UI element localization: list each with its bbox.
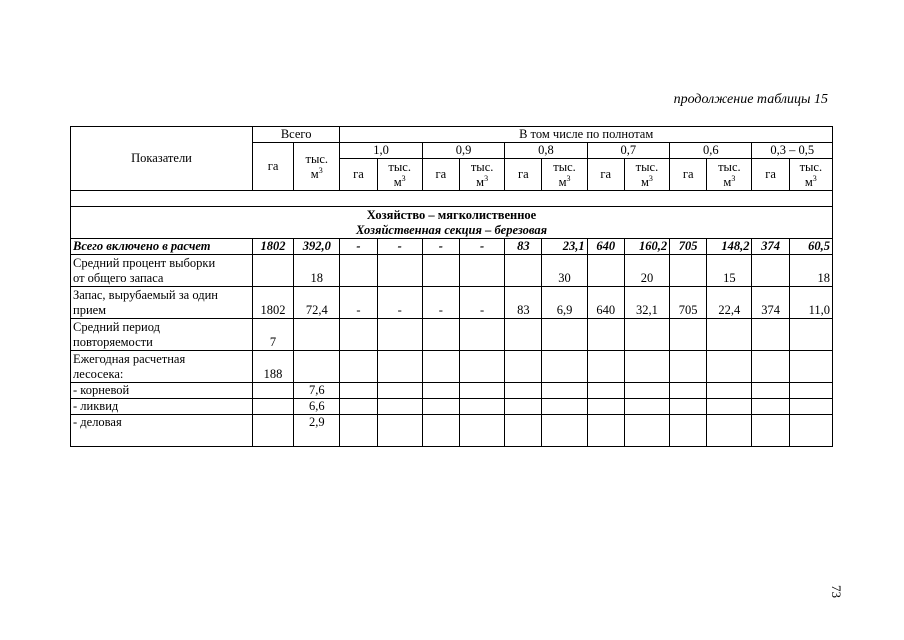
cell: 7 — [252, 319, 293, 351]
unit-volume: тыс. $м^3$ — [707, 159, 752, 191]
cell: 18 — [294, 255, 340, 287]
table-row — [71, 415, 833, 447]
cell — [505, 255, 542, 287]
cell — [624, 383, 669, 399]
cell — [670, 255, 707, 287]
cell — [377, 383, 422, 399]
unit-volume: тыс. $м^3$ — [459, 159, 504, 191]
section-subtitle: Хозяйственная секция – березовая — [355, 222, 548, 237]
cell — [752, 255, 789, 287]
cell — [340, 351, 377, 383]
cell — [252, 255, 293, 287]
cell — [340, 415, 377, 447]
cell: 83 — [505, 239, 542, 255]
cell — [340, 255, 377, 287]
cell — [294, 319, 340, 351]
cell — [505, 383, 542, 399]
cell: 1802 — [252, 239, 293, 255]
unit-volume: тыс. $м^3$ — [624, 159, 669, 191]
unit-ha: га — [670, 159, 707, 191]
cell — [459, 319, 504, 351]
header-total-volume: тыс. $м^3$ — [294, 143, 340, 191]
table-row — [71, 319, 833, 351]
unit-ha: га — [752, 159, 789, 191]
cell — [707, 415, 752, 447]
cell: - — [340, 239, 377, 255]
cell — [422, 399, 459, 415]
table-row-total — [71, 239, 833, 255]
row-label: Средний процент выборки от общего запаса — [71, 255, 253, 287]
cell — [505, 399, 542, 415]
cell — [422, 255, 459, 287]
cell: 23,1 — [542, 239, 587, 255]
cell: 83 — [505, 287, 542, 319]
cell: 392,0 — [294, 239, 340, 255]
cell — [252, 399, 293, 415]
cell — [789, 383, 832, 399]
unit-ha: га — [505, 159, 542, 191]
cell — [670, 415, 707, 447]
cell — [340, 383, 377, 399]
header-density-2: 0,9 — [422, 143, 504, 159]
cell — [624, 319, 669, 351]
cell — [340, 319, 377, 351]
cell — [670, 399, 707, 415]
row-label: Средний период повторяемости — [71, 319, 253, 351]
unit-ha: га — [340, 159, 377, 191]
table-row — [71, 255, 833, 287]
cell: - — [377, 287, 422, 319]
spacer-cell — [71, 191, 833, 207]
cell — [789, 415, 832, 447]
cell — [587, 255, 624, 287]
cell — [587, 351, 624, 383]
header-density-6: 0,3 – 0,5 — [752, 143, 833, 159]
cell: 160,2 — [624, 239, 669, 255]
cell — [505, 415, 542, 447]
page-number: 73 — [829, 585, 844, 598]
cell — [459, 415, 504, 447]
cell — [459, 383, 504, 399]
spacer-row — [71, 191, 833, 207]
cell: 2,9 — [294, 415, 340, 447]
table-row — [71, 399, 833, 415]
cell — [505, 351, 542, 383]
cell — [377, 255, 422, 287]
cell: 72,4 — [294, 287, 340, 319]
cell — [422, 319, 459, 351]
table-caption: продолжение таблицы 15 — [673, 92, 828, 107]
cell — [670, 383, 707, 399]
row-label: Ежегодная расчетная лесосека: — [71, 351, 253, 383]
cell — [707, 383, 752, 399]
cell — [789, 351, 832, 383]
header-incl-density: В том числе по полнотам — [340, 127, 833, 143]
header-indicators: Показатели — [71, 127, 253, 191]
cell: 188 — [252, 351, 293, 383]
row-label: - ликвид — [71, 399, 253, 415]
cell — [542, 351, 587, 383]
cell: 640 — [587, 239, 624, 255]
section-row — [71, 207, 833, 239]
cell: 374 — [752, 239, 789, 255]
cell — [789, 399, 832, 415]
section-header — [71, 207, 833, 239]
cell — [587, 383, 624, 399]
cell — [377, 351, 422, 383]
cell — [624, 351, 669, 383]
cell — [752, 383, 789, 399]
cell: 705 — [670, 287, 707, 319]
table-row — [71, 351, 833, 383]
cell — [707, 351, 752, 383]
cell: 640 — [587, 287, 624, 319]
header-row-1 — [71, 127, 833, 143]
cell — [707, 399, 752, 415]
cell — [542, 415, 587, 447]
cell — [459, 399, 504, 415]
cell: 11,0 — [789, 287, 832, 319]
cell: 6,6 — [294, 399, 340, 415]
cell — [542, 319, 587, 351]
cell: 32,1 — [624, 287, 669, 319]
header-total-ha: га — [252, 143, 293, 191]
cell: - — [459, 287, 504, 319]
cell: 1802 — [252, 287, 293, 319]
cell — [252, 415, 293, 447]
cell — [422, 415, 459, 447]
cell — [752, 351, 789, 383]
cell: - — [459, 239, 504, 255]
cell — [422, 351, 459, 383]
cell — [624, 415, 669, 447]
cell — [587, 399, 624, 415]
cell — [587, 415, 624, 447]
data-table — [70, 126, 833, 447]
cell: 374 — [752, 287, 789, 319]
cell — [752, 399, 789, 415]
cell: 6,9 — [542, 287, 587, 319]
cell: - — [340, 287, 377, 319]
header-density-4: 0,7 — [587, 143, 669, 159]
cell — [294, 351, 340, 383]
cell: 60,5 — [789, 239, 832, 255]
row-label: - деловая — [71, 415, 253, 447]
table-row — [71, 287, 833, 319]
cell — [505, 319, 542, 351]
cell — [542, 399, 587, 415]
row-label: - корневой — [71, 383, 253, 399]
cell — [789, 319, 832, 351]
cell: 148,2 — [707, 239, 752, 255]
cell — [752, 319, 789, 351]
cell: - — [377, 239, 422, 255]
cell: - — [422, 287, 459, 319]
cell: 7,6 — [294, 383, 340, 399]
cell — [752, 415, 789, 447]
cell — [624, 399, 669, 415]
unit-volume: тыс. $м^3$ — [789, 159, 832, 191]
cell — [422, 383, 459, 399]
cell: - — [422, 239, 459, 255]
unit-volume: тыс. $м^3$ — [377, 159, 422, 191]
cell — [459, 255, 504, 287]
table-row — [71, 383, 833, 399]
header-density-3: 0,8 — [505, 143, 587, 159]
cell: 30 — [542, 255, 587, 287]
unit-volume: тыс. $м^3$ — [542, 159, 587, 191]
header-density-1: 1,0 — [340, 143, 422, 159]
row-label: Всего включено в расчет — [71, 239, 253, 255]
cell: 15 — [707, 255, 752, 287]
row-label: Запас, вырубаемый за один прием — [71, 287, 253, 319]
cell — [670, 351, 707, 383]
cell — [670, 319, 707, 351]
section-title: Хозяйство – мягколиственное — [366, 207, 537, 222]
header-density-5: 0,6 — [670, 143, 752, 159]
cell — [377, 319, 422, 351]
cell — [377, 399, 422, 415]
cell: 705 — [670, 239, 707, 255]
cell: 20 — [624, 255, 669, 287]
cell — [707, 319, 752, 351]
cell — [542, 383, 587, 399]
cell — [340, 399, 377, 415]
cell — [459, 351, 504, 383]
cell — [377, 415, 422, 447]
header-total: Всего — [252, 127, 339, 143]
unit-ha: га — [587, 159, 624, 191]
cell: 18 — [789, 255, 832, 287]
cell — [252, 383, 293, 399]
unit-ha: га — [422, 159, 459, 191]
cell — [587, 319, 624, 351]
cell: 22,4 — [707, 287, 752, 319]
